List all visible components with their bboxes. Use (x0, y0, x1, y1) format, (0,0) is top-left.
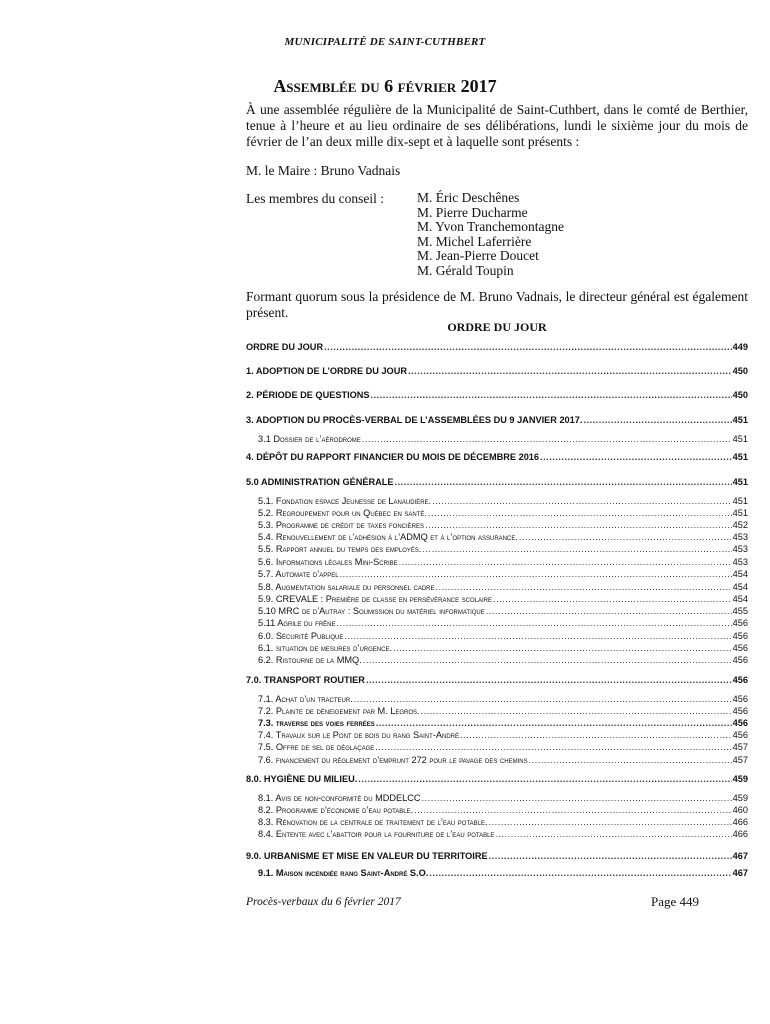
toc-leader (421, 706, 732, 716)
page-title: Assemblée du 6 février 2017 (273, 76, 497, 96)
toc-entry-title: 5.10 MRC de d’Autray : Soumission du matériel informatique (258, 606, 485, 616)
toc-entry-page: 451 (732, 508, 748, 518)
toc-entry-title: 5.2. Regroupement pour un Québec en santé. (258, 508, 427, 518)
toc-entry-title: 5.8. Augmentation salariale du personnel cadre (258, 582, 435, 592)
toc-entry-title: 2. PÉRIODE DE QUESTIONS (246, 390, 370, 400)
toc-entry[interactable] (246, 477, 748, 487)
toc-leader (422, 793, 732, 803)
council-member: M. Yvon Tranchemontagne (417, 219, 565, 235)
toc-subentry[interactable] (258, 569, 748, 579)
toc-entry-page: 453 (732, 544, 748, 554)
council-member: M. Michel Laferrière (417, 233, 532, 249)
toc-leader (493, 594, 732, 604)
toc-entry-title: 3. ADOPTION DU PROCÈS-VERBAL DE L’ASSEMBLÉES DU 9 JANVIER 2017. (246, 415, 583, 425)
toc-leader (324, 342, 732, 352)
toc-leader (358, 774, 731, 784)
toc-entry-page: 451 (732, 477, 748, 487)
toc-leader (529, 755, 732, 765)
toc-leader (432, 496, 732, 506)
toc-entry-page: 451 (732, 496, 748, 506)
toc-leader (375, 742, 731, 752)
toc-entry-page: 456 (732, 694, 748, 704)
toc-entry[interactable] (246, 675, 748, 685)
toc-leader (336, 618, 731, 628)
toc-leader (340, 569, 732, 579)
toc-entry-title: 7.1. Achat d’un tracteur. (258, 694, 353, 704)
toc-subentry[interactable] (258, 706, 748, 716)
toc-entry-title: 5.5. Rapport annuel du temps des employés. (258, 544, 422, 554)
toc-subentry[interactable] (258, 508, 748, 518)
toc-subentry[interactable] (258, 582, 748, 592)
toc-subentry[interactable] (258, 594, 748, 604)
toc-leader (366, 675, 732, 685)
toc-entry-title: 7.3. traverse des voies ferrées (258, 718, 375, 728)
toc-entry-page: 454 (732, 594, 748, 604)
toc-entry-title: 8.3. Rénovation de la centrale de traitement de l’eau potable. (258, 817, 488, 827)
toc-leader (363, 655, 732, 665)
toc-subentry[interactable] (258, 434, 748, 444)
toc-subentry[interactable] (258, 655, 748, 665)
toc-entry-title: 6.2. Ristourne de la MMQ. (258, 655, 362, 665)
toc-entry[interactable] (246, 851, 748, 861)
toc-entry-page: 449 (732, 342, 748, 352)
toc-entry-title: 5.11 Agrile du frêne (258, 618, 336, 628)
toc-entry[interactable] (246, 342, 748, 352)
toc-leader (399, 557, 732, 567)
toc-entry-page: 467 (732, 851, 748, 861)
toc-subentry[interactable] (258, 755, 748, 765)
toc-entry-page: 452 (732, 520, 748, 530)
toc-entry-title: 7.4. Travaux sur le Pont de bois du rang Saint-André (258, 730, 459, 740)
council-member: M. Éric Deschênes (417, 190, 520, 205)
toc-entry[interactable] (246, 452, 748, 462)
toc-entry[interactable] (246, 366, 748, 376)
toc-subentry[interactable] (258, 631, 748, 641)
toc-subentry[interactable] (258, 544, 748, 554)
toc-subentry[interactable] (258, 793, 748, 803)
toc-entry-page: 456 (732, 631, 748, 641)
toc-entry-page: 453 (732, 557, 748, 567)
toc-leader (486, 606, 732, 616)
toc-entry-page: 454 (732, 569, 748, 579)
toc-leader (436, 582, 732, 592)
toc-entry[interactable] (246, 415, 748, 425)
intro-paragraph: À une assemblée régulière de la Municipalité de Saint-Cuthbert, dans le comté de Berthier, tenue à l’heure et au lieu ordinaire de ses délibérations, lundi le sixième jour du mois de février de l’an deux mille dix-sept et à laquelle sont présents : (246, 102, 748, 149)
toc-entry-page: 466 (732, 817, 748, 827)
toc-entry-title: 7.6. financement du règlement d’emprunt 272 pour le pavage des chemins (258, 755, 528, 765)
toc-entry-page: 460 (732, 805, 748, 815)
toc-subentry[interactable] (258, 730, 748, 740)
toc-subentry[interactable] (258, 742, 748, 752)
toc-subentry[interactable] (258, 829, 748, 839)
toc-entry-page: 455 (732, 606, 748, 616)
toc-entry-title: 1. ADOPTION DE L’ORDRE DU JOUR (246, 366, 407, 376)
toc-subentry[interactable] (258, 606, 748, 616)
toc-leader (583, 415, 731, 425)
council-member: M. Pierre Ducharme (417, 204, 528, 220)
quorum-paragraph: Formant quorum sous la présidence de M. Bruno Vadnais, le directeur général est également présent. (246, 289, 748, 320)
toc-entry-page: 451 (732, 452, 748, 462)
toc-subentry[interactable] (258, 496, 748, 506)
toc-entry-title: 5.6. Informations légales Mini-Scribe (258, 557, 398, 567)
toc-leader (428, 508, 732, 518)
footer-document-title: Procès-verbaux du 6 février 2017 (246, 896, 401, 908)
toc-entry-page: 456 (732, 718, 748, 728)
toc-entry-page: 456 (732, 618, 748, 628)
mayor-line: M. le Maire : Bruno Vadnais (246, 163, 401, 178)
toc-leader (414, 805, 731, 815)
toc-leader (408, 366, 732, 376)
toc-entry-page: 459 (732, 774, 748, 784)
document-header: MUNICIPALITÉ DE SAINT-CUTHBERT (284, 36, 486, 48)
toc-entry-page: 453 (732, 532, 748, 542)
council-label: Les membres du conseil : (246, 191, 384, 206)
toc-entry-page: 459 (732, 793, 748, 803)
toc-entry-page: 450 (732, 366, 748, 376)
toc-entry-title: 5.7. Automate d’appel (258, 569, 339, 579)
toc-entry-title: 8.4. Entente avec l’abattoir pour la fourniture de l’eau potable (258, 829, 495, 839)
toc-subentry[interactable] (258, 532, 748, 542)
toc-entry-page: 456 (732, 706, 748, 716)
toc-entry-title: ORDRE DU JOUR (246, 342, 324, 352)
toc-leader (376, 718, 732, 728)
toc-heading: ORDRE DU JOUR (447, 320, 547, 334)
toc-entry-page: 457 (732, 742, 748, 752)
toc-subentry[interactable] (258, 868, 748, 878)
toc-leader (519, 532, 732, 542)
toc-entry[interactable] (246, 390, 748, 400)
toc-subentry[interactable] (258, 618, 748, 628)
toc-subentry[interactable] (258, 520, 748, 530)
toc-leader (429, 868, 731, 878)
toc-leader (422, 544, 731, 554)
toc-leader (460, 730, 732, 740)
toc-entry-page: 456 (732, 643, 748, 653)
toc-subentry[interactable] (258, 817, 748, 827)
toc-entry-title: 5.4. Renouvellement de l’adhésion à l’ADMQ et à l’option assurance. (258, 532, 518, 542)
toc-entry-title: 6.0. Sécurité Publique (258, 631, 344, 641)
toc-leader (362, 434, 732, 444)
toc-leader (489, 851, 732, 861)
toc-entry-page: 467 (732, 868, 748, 878)
council-member: M. Jean-Pierre Doucet (417, 248, 539, 264)
toc-entry-title: 7.2. Plainte de déneigement par M. Legros. (258, 706, 420, 716)
toc-subentry[interactable] (258, 718, 748, 728)
toc-entry[interactable] (246, 774, 748, 784)
toc-entry-title: 8.2. Programme d’économie d’eau potable. (258, 805, 414, 815)
toc-entry-title: 3.1 Dossier de l’aérodrome (258, 434, 361, 444)
toc-entry-title: 7.5. Offre de sel de déglaçage (258, 742, 375, 752)
toc-entry-title: 8.0. HYGIÈNE DU MILIEU. (246, 774, 358, 784)
toc-entry-page: 466 (732, 829, 748, 839)
toc-entry-title: 5.0 ADMINISTRATION GÉNÉRALE (246, 477, 394, 487)
toc-subentry[interactable] (258, 694, 748, 704)
toc-leader (393, 643, 732, 653)
toc-leader (425, 520, 732, 530)
toc-subentry[interactable] (258, 557, 748, 567)
toc-entry-title: 5.3. Programme de crédit de taxes foncières (258, 520, 425, 530)
toc-leader (371, 390, 732, 400)
council-member: M. Gérald Toupin (417, 262, 514, 278)
toc-leader (489, 817, 732, 827)
toc-leader (395, 477, 732, 487)
toc-entry-title: 7.0. TRANSPORT ROUTIER (246, 675, 365, 685)
toc-entry-title: 4. DÉPÔT DU RAPPORT FINANCIER DU MOIS DE DÉCEMBRE 2016 (246, 452, 540, 462)
toc-entry-title: 8.1. Avis de non-conformité du MDDELCC (258, 793, 421, 803)
toc-leader (354, 694, 732, 704)
footer-page-number: Page 449 (651, 894, 700, 909)
toc-entry-title: 6.1. situation de mesures d’urgence. (258, 643, 393, 653)
toc-leader (540, 452, 732, 462)
toc-entry-page: 456 (732, 675, 748, 685)
toc-subentry[interactable] (258, 643, 748, 653)
toc-entry-page: 456 (732, 655, 748, 665)
toc-leader (344, 631, 731, 641)
toc-entry-title: 5.9. CREVALE : Première de classe en persévérance scolaire (258, 594, 493, 604)
toc-entry-page: 451 (732, 434, 748, 444)
toc-entry-page: 457 (732, 755, 748, 765)
toc-entry-page: 454 (732, 582, 748, 592)
toc-entry-title: 9.0. URBANISME ET MISE EN VALEUR DU TERRITOIRE (246, 851, 488, 861)
toc-leader (495, 829, 731, 839)
toc-entry-title: 9.1. Maison incendiée rang Saint-André S.O. (258, 868, 429, 878)
toc-subentry[interactable] (258, 805, 748, 815)
toc-entry-page: 451 (732, 415, 748, 425)
toc-entry-title: 5.1. Fondation espace Jeunesse de Lanaudière. (258, 496, 432, 506)
toc-entry-page: 456 (732, 730, 748, 740)
toc-entry-page: 450 (732, 390, 748, 400)
